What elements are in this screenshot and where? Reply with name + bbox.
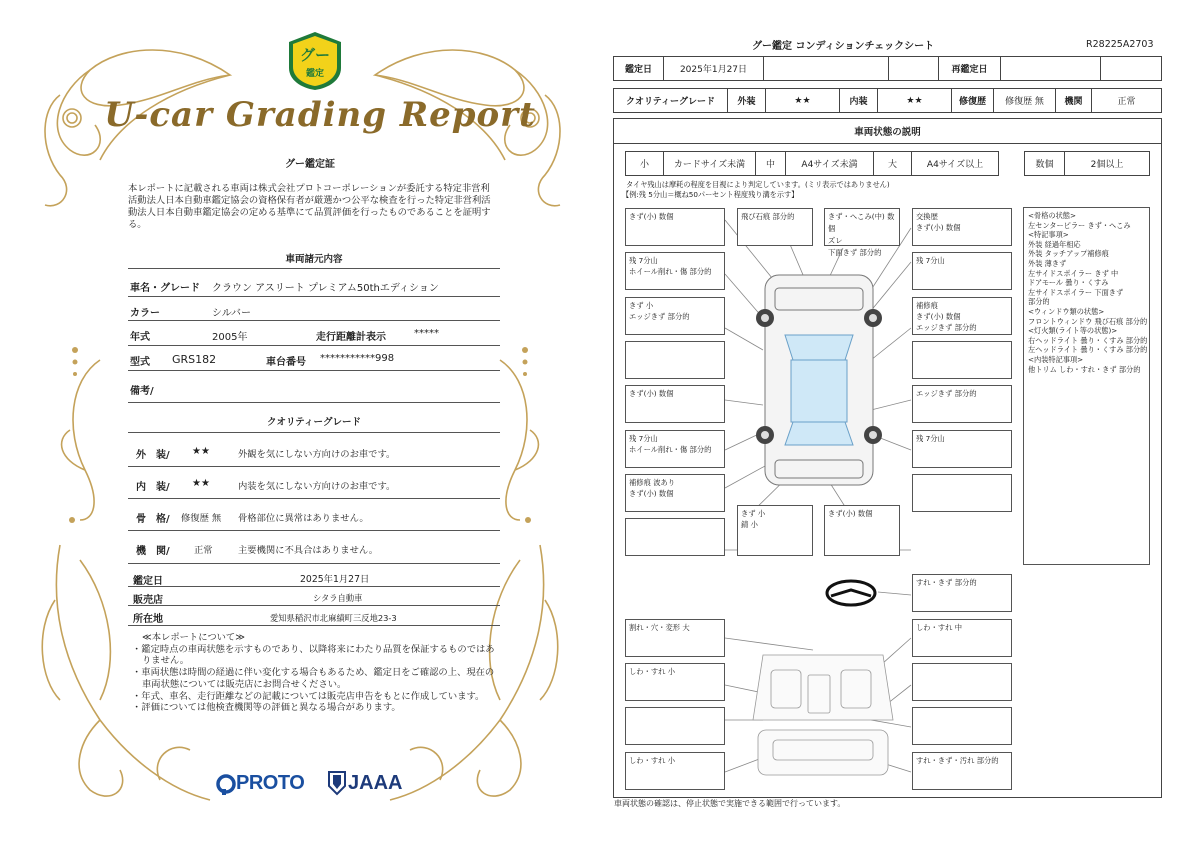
divider: [128, 268, 500, 269]
damage-box: 割れ・穴・変形 大: [625, 619, 725, 657]
divider: [128, 370, 500, 371]
address-value: 愛知県稲沢市北麻績町三反地23-3: [270, 613, 397, 623]
divider: [128, 296, 500, 297]
svg-text:グー: グー: [299, 46, 331, 64]
state-title: 車両状態の説明: [613, 118, 1162, 144]
damage-box-multi: [824, 208, 900, 257]
damage-text: 補修痕: [916, 301, 938, 310]
divider: [128, 498, 500, 499]
jaaa-logo-icon: [327, 770, 347, 796]
damage-text: きず(小) 数個: [916, 223, 961, 232]
sheet-date-label: 鑑定日: [614, 57, 664, 80]
svg-text:鑑定: 鑑定: [305, 69, 325, 79]
engine-desc: 主要機関に不具合はありません。: [238, 545, 379, 556]
note-line: ドアモール 曇り・くすみ: [1028, 278, 1109, 288]
qg-label: クオリティーグレード: [614, 89, 728, 112]
divider: [128, 625, 500, 626]
damage-box: すれ・きず 部分的: [912, 574, 1012, 612]
size-small-desc: カードサイズ未満: [664, 152, 756, 175]
int-value: ★★: [878, 89, 952, 112]
exterior-label: 外 装/: [136, 450, 170, 461]
divider: [128, 605, 500, 606]
address-label: 所在地: [133, 614, 163, 625]
name-grade-label: 車名・グレード: [130, 283, 200, 294]
damage-box: 飛び石痕 部分的: [737, 208, 813, 246]
note-line: 外装 タッチアップ補修痕: [1028, 249, 1109, 259]
damage-box: きず(小) 数個: [824, 505, 900, 556]
ext-value: ★★: [766, 89, 840, 112]
damage-text: きず・へこみ(中) 数個: [828, 212, 895, 233]
model-value: GRS182: [172, 353, 217, 366]
mileage-value: *****: [414, 328, 439, 339]
damage-box-empty: [912, 663, 1012, 701]
steering-wheel-icon: [827, 581, 875, 605]
damage-box-empty: [625, 707, 725, 745]
jaaa-logo-text: JAAA: [348, 772, 403, 794]
damage-box-empty: [625, 518, 725, 556]
spec-section-title: 車両諸元内容: [285, 254, 343, 265]
damage-box: 残 7分山: [912, 430, 1012, 468]
damage-box-empty: [912, 341, 1012, 379]
damage-box-multi: [737, 505, 813, 556]
count-legend: [1024, 151, 1150, 176]
note-line: 他トリム しわ・すれ・きず 部分的: [1028, 364, 1141, 374]
empty-cell: [1001, 57, 1101, 80]
damage-text: ズレ: [828, 236, 843, 245]
divider: [128, 586, 500, 587]
size-small: 小: [626, 152, 664, 175]
chassis-value: ***********998: [320, 353, 395, 364]
damage-box-multi: [625, 430, 725, 468]
report-script-title: U-car Grading Report: [104, 95, 536, 135]
note-line: 左ヘッドライト 曇り・くすみ 部分的: [1028, 345, 1148, 355]
sheet-title: グー鑑定 コンディションチェックシート: [752, 41, 935, 52]
damage-text: エッジきず 部分的: [916, 323, 977, 332]
count-desc: 2個以上: [1090, 160, 1124, 170]
damage-box: きず(小) 数個: [625, 385, 725, 423]
interior-label: 内 装/: [136, 482, 170, 493]
note-item: ・車両状態は時間の経過に伴い変化する場合もあるため、鑑定日をご確認の上、現在の車両状態については販売店にお問合せください。: [132, 667, 495, 690]
dealer-value: シタラ自動車: [313, 593, 363, 603]
sheet-footer: 車両状態の確認は、停止状態で実施できる範囲で行っています。: [614, 799, 846, 808]
int-label: 内装: [840, 89, 878, 112]
size-mid-desc: A4サイズ未満: [786, 152, 874, 175]
mileage-label: 走行距離計表示: [316, 332, 386, 343]
recheck-label: 再鑑定日: [939, 57, 1001, 80]
note-line: 部分的: [1028, 297, 1050, 307]
damage-text: ホイール削れ・傷 部分的: [629, 267, 712, 276]
sheet-date-value: 2025年1月27日: [664, 57, 764, 80]
note-line: 外装 経過年相応: [1028, 239, 1081, 249]
divider: [128, 530, 500, 531]
note-line: 左サイドスポイラー きず 中: [1028, 268, 1119, 278]
damage-box: きず(小) 数個: [625, 208, 725, 246]
empty-cell: [764, 57, 889, 80]
quality-section-title: クオリティーグレード: [266, 417, 362, 428]
exterior-stars: ★★: [192, 446, 210, 457]
size-large-desc: A4サイズ以上: [926, 160, 984, 170]
frame-label: 骨 格/: [136, 514, 170, 525]
certificate-intro: 本レポートに記載される車両は株式会社プロトコーポレーションが委託する特定非営利活動法人日本自動車鑑定協会の資格保有者が厳選かつ公平な検査を行った特定非営利活動法人日本自動車鑑定協会の定める基準にて品質評価を行ったものであることを証明する。: [128, 183, 491, 230]
divider: [128, 345, 500, 346]
dealer-label: 販売店: [133, 595, 163, 606]
note-line: 外装 薄きず: [1028, 258, 1067, 268]
empty-cell: [1101, 57, 1161, 80]
note-item: ・鑑定時点の車両状態を示すものであり、以降将来にわたり品質を保証するものではありません。: [132, 643, 495, 667]
damage-box-multi: [625, 252, 725, 290]
damage-box-multi: [625, 474, 725, 512]
year-value: 2005年: [212, 332, 248, 343]
note-item: ・評価については他検査機関等の評価と異なる場合があります。: [132, 702, 401, 714]
damage-box-multi: [625, 297, 725, 335]
damage-text: きず(小) 数個: [629, 489, 674, 498]
tire-note: タイヤ残山は摩耗の程度を目視により判定しています。(ミリ表示ではありません): [626, 180, 890, 189]
damage-box-multi: [912, 297, 1012, 335]
note-line: <ウィンドウ類の状態>: [1028, 306, 1105, 316]
note-line: 左サイドスポイラー 下面きず: [1028, 287, 1124, 297]
damage-box: すれ・きず・汚れ 部分的: [912, 752, 1012, 790]
name-grade-value: クラウン アスリート プレミアム50thエディション: [212, 283, 439, 294]
color-value: シルバー: [212, 308, 252, 319]
date-label: 鑑定日: [133, 576, 163, 587]
empty-cell: [889, 57, 939, 80]
size-legend: [625, 151, 999, 176]
note-line: <灯火類(ライト等の状態)>: [1028, 326, 1118, 336]
damage-box: しわ・すれ 小: [625, 663, 725, 701]
damage-text: きず(小) 数個: [916, 312, 961, 321]
damage-text: 交換歴: [916, 212, 938, 221]
goo-kantei-badge-icon: [285, 30, 345, 92]
report-notes: [128, 632, 498, 714]
divider: [128, 320, 500, 321]
size-large: 大: [874, 152, 912, 175]
note-item: ・年式、車名、走行距離などの記載については販売店申告をもとに作成しています。: [132, 690, 485, 702]
tire-example-text: 【例:残 5分山＝概ね50パーセント程度残り溝を示す】: [622, 190, 799, 199]
note-line: 右ヘッドライト 曇り・くすみ 部分的: [1028, 335, 1148, 345]
proto-logo-icon: [216, 773, 236, 795]
divider: [128, 402, 500, 403]
repair-label: 修復歴: [952, 89, 994, 112]
remarks-label: 備考/: [130, 386, 154, 397]
note-line: <特記事項>: [1028, 230, 1069, 240]
engine-value: 正常: [194, 545, 213, 556]
damage-text: きず 小: [629, 301, 654, 310]
damage-text: きず 小: [741, 509, 766, 518]
frame-desc: 骨格部位に異常はありません。: [238, 513, 369, 524]
damage-text: 錆 小: [741, 520, 758, 529]
chassis-label: 車台番号: [266, 357, 306, 368]
divider: [128, 432, 500, 433]
note-line: 左センターピラー きず・へこみ: [1028, 220, 1131, 230]
divider: [128, 563, 500, 564]
divider: [128, 466, 500, 467]
repair-value: 修復歴 無: [994, 89, 1056, 112]
exterior-desc: 外観を気にしない方向けのお車です。: [238, 449, 396, 460]
interior-stars: ★★: [192, 478, 210, 489]
note-line: フロントウィンドウ 飛び石痕 部分的: [1028, 316, 1148, 326]
damage-box-empty: [912, 707, 1012, 745]
damage-text: ホイール削れ・傷 部分的: [629, 445, 712, 454]
damage-text: 残 7分山: [629, 434, 658, 443]
date-table: [613, 56, 1162, 81]
engine-value: 正常: [1117, 97, 1136, 107]
damage-box: しわ・すれ 中: [912, 619, 1012, 657]
damage-text: エッジきず 部分的: [629, 312, 690, 321]
damage-box-multi: [912, 208, 1012, 246]
engine-label: 機 関/: [136, 546, 170, 557]
damage-box-empty: [625, 341, 725, 379]
proto-logo-text: PROTO: [236, 772, 305, 794]
year-label: 年式: [130, 332, 150, 343]
sheet-id: R28225A2703: [1086, 39, 1154, 50]
ext-label: 外装: [728, 89, 766, 112]
certificate-title: グー鑑定証: [285, 159, 335, 170]
frame-value: 修復歴 無: [181, 513, 222, 524]
date-value: 2025年1月27日: [300, 574, 370, 585]
damage-box: エッジきず 部分的: [912, 385, 1012, 423]
interior-desc: 内装を気にしない方向けのお車です。: [238, 481, 396, 492]
note-line: <内装特記事項>: [1028, 354, 1084, 364]
engine-label: 機関: [1056, 89, 1092, 112]
damage-box: 残 7分山: [912, 252, 1012, 290]
size-mid: 中: [756, 152, 786, 175]
special-notes-box: [1023, 207, 1150, 565]
color-label: カラー: [130, 308, 160, 319]
damage-text: 残 7分山: [629, 256, 658, 265]
model-label: 型式: [130, 357, 150, 368]
damage-box: しわ・すれ 小: [625, 752, 725, 790]
grade-table: [613, 88, 1162, 113]
note-line: <骨格の状態>: [1028, 211, 1076, 220]
notes-title: ≪本レポートについて≫: [142, 632, 245, 643]
count-label: 数個: [1025, 152, 1065, 175]
damage-text: 補修痕 波あり: [629, 478, 676, 487]
damage-box-empty: [912, 474, 1012, 512]
damage-text: 下面きず 部分的: [828, 248, 882, 257]
